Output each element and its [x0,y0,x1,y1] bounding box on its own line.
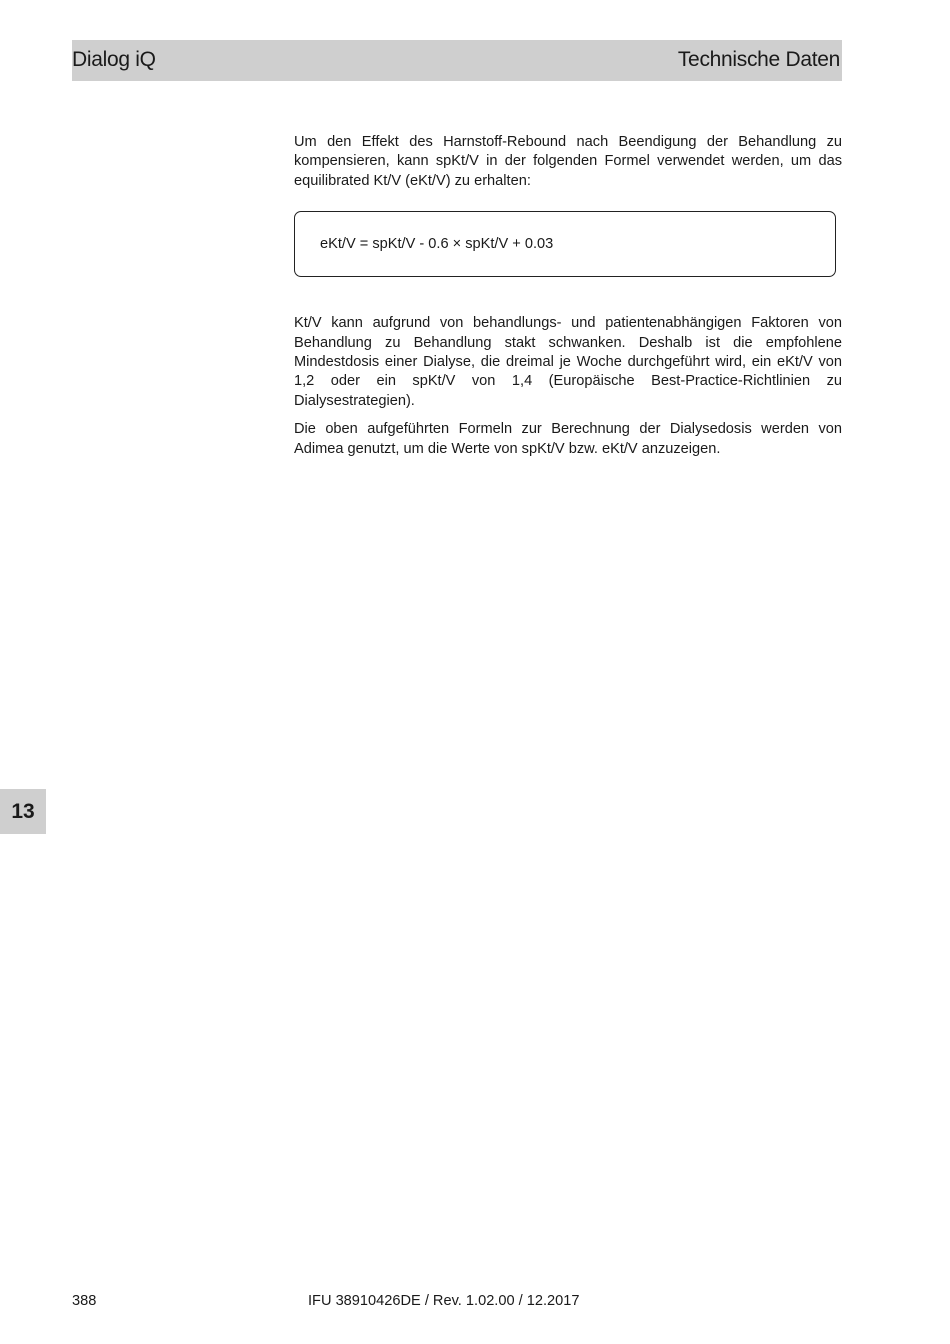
main-content [294,133,842,459]
footer-page-number: 388 [72,1293,97,1309]
formula-text: eKt/V = spKt/V - 0.6 × spKt/V + 0.03 [320,236,554,253]
dose-paragraph: Kt/V kann aufgrund von behandlungs- und patientenabhängigen Faktoren von Behandlung zu Behandlung stakt schwanken. Deshalb ist die empfohlene Mindestdosis einer Dialyse, die dreimal je Woche durchgeführt wird, ein eKt/V von 1,2 oder ein spKt/V von 1,4 (Europäische Best-Practice-Richtlinien zu Dialysestrategien). [294,315,842,409]
header-product-name: Dialog iQ [72,48,156,71]
page-header [72,40,842,81]
chapter-tab [0,789,46,834]
chapter-number: 13 [11,800,35,823]
intro-paragraph: Um den Effekt des Harnstoff-Rebound nach Beendigung der Behandlung zu kompensieren, kann spKt/V in der folgenden Formel verwendet werden, um das equilibrated Kt/V (eKt/V) zu erhalten: [294,134,842,189]
footer-document-reference: IFU 38910426DE / Rev. 1.02.00 / 12.2017 [308,1293,580,1309]
header-section-title: Technische Daten [677,48,840,71]
adimea-paragraph: Die oben aufgeführten Formeln zur Berechnung der Dialysedosis werden von Adimea genutzt, um die Werte von spKt/V bzw. eKt/V anzuzeigen. [294,421,842,457]
formula-box [294,211,836,277]
